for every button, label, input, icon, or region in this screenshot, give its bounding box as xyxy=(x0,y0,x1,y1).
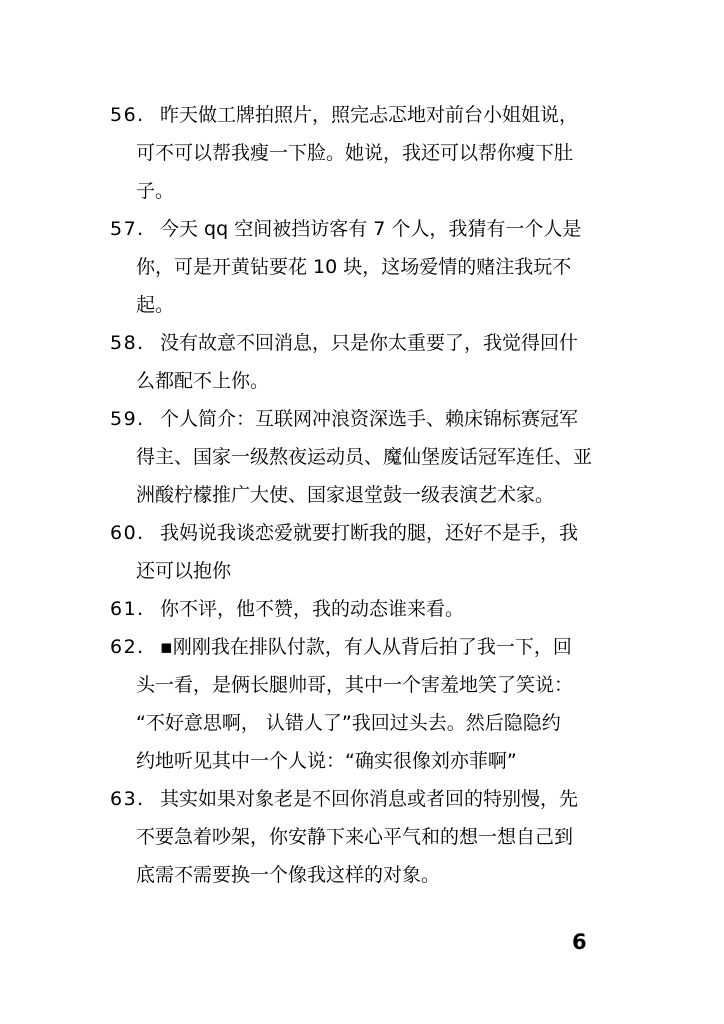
page-number: 6 xyxy=(572,930,587,954)
item-number: 59. xyxy=(110,408,145,430)
list-item xyxy=(110,324,630,400)
item-text-line: “不好意思啊， 认错人了”我回过头去。然后隐隐约 xyxy=(136,712,561,734)
item-text-line: 没有故意不回消息，只是你太重要了，我觉得回什 xyxy=(160,332,579,354)
item-text-line: 得主、国家一级熬夜运动员、魔仙堡废话冠军连任、亚 xyxy=(136,446,593,468)
item-number: 62. xyxy=(110,636,145,658)
item-text-line: 其实如果对象老是不回你消息或者回的特别慢，先 xyxy=(160,788,579,810)
item-text-line: ▪刚刚我在排队付款，有人从背后拍了我一下，回 xyxy=(160,636,572,658)
list-item xyxy=(110,210,630,324)
item-text-line: 头一看，是俩长腿帅哥，其中一个害羞地笑了笑说： xyxy=(136,674,574,696)
item-text-line: 我妈说我谈恋爱就要打断我的腿，还好不是手，我 xyxy=(160,522,579,544)
item-number: 58. xyxy=(110,332,145,354)
list-item xyxy=(110,780,630,894)
item-number: 61. xyxy=(110,598,145,620)
item-text-line: 可不可以帮我瘦一下脸。她说，我还可以帮你瘦下肚 xyxy=(136,142,574,164)
item-text-line: 么都配不上你。 xyxy=(136,370,270,392)
list-item xyxy=(110,628,630,780)
item-text-line: 昨天做工牌拍照片，照完忐忑地对前台小姐姐说， xyxy=(160,104,579,126)
item-text-line: 今天 qq 空间被挡访客有 7 个人，我猜有一个人是 xyxy=(160,218,582,240)
item-text-line: 底需不需要换一个像我这样的对象。 xyxy=(136,864,441,886)
item-number: 56. xyxy=(110,104,145,126)
list-item xyxy=(110,96,630,210)
item-text-line: 不要急着吵架，你安静下来心平气和的想一想自己到 xyxy=(136,826,574,848)
numbered-list xyxy=(110,96,630,894)
item-text-line: 子。 xyxy=(136,180,175,202)
item-number: 63. xyxy=(110,788,145,810)
item-text-line: 还可以抱你 xyxy=(136,560,232,582)
item-text-line: 洲酸柠檬推广大使、国家退堂鼓一级表演艺术家。 xyxy=(136,484,555,506)
item-text-line: 起。 xyxy=(136,294,175,316)
item-text-line: 个人简介：互联网冲浪资深选手、赖床锦标赛冠军 xyxy=(160,408,579,430)
item-number: 60. xyxy=(110,522,145,544)
item-text-line: 约地听见其中一个人说：“确实很像刘亦菲啊” xyxy=(136,750,517,772)
item-text-line: 你不评，他不赞，我的动态谁来看。 xyxy=(160,598,465,620)
list-item xyxy=(110,590,630,628)
list-item xyxy=(110,400,630,514)
item-text-line: 你，可是开黄钻要花 10 块，这场爱情的赌注我玩不 xyxy=(136,256,572,278)
list-item xyxy=(110,514,630,590)
item-number: 57. xyxy=(110,218,145,240)
